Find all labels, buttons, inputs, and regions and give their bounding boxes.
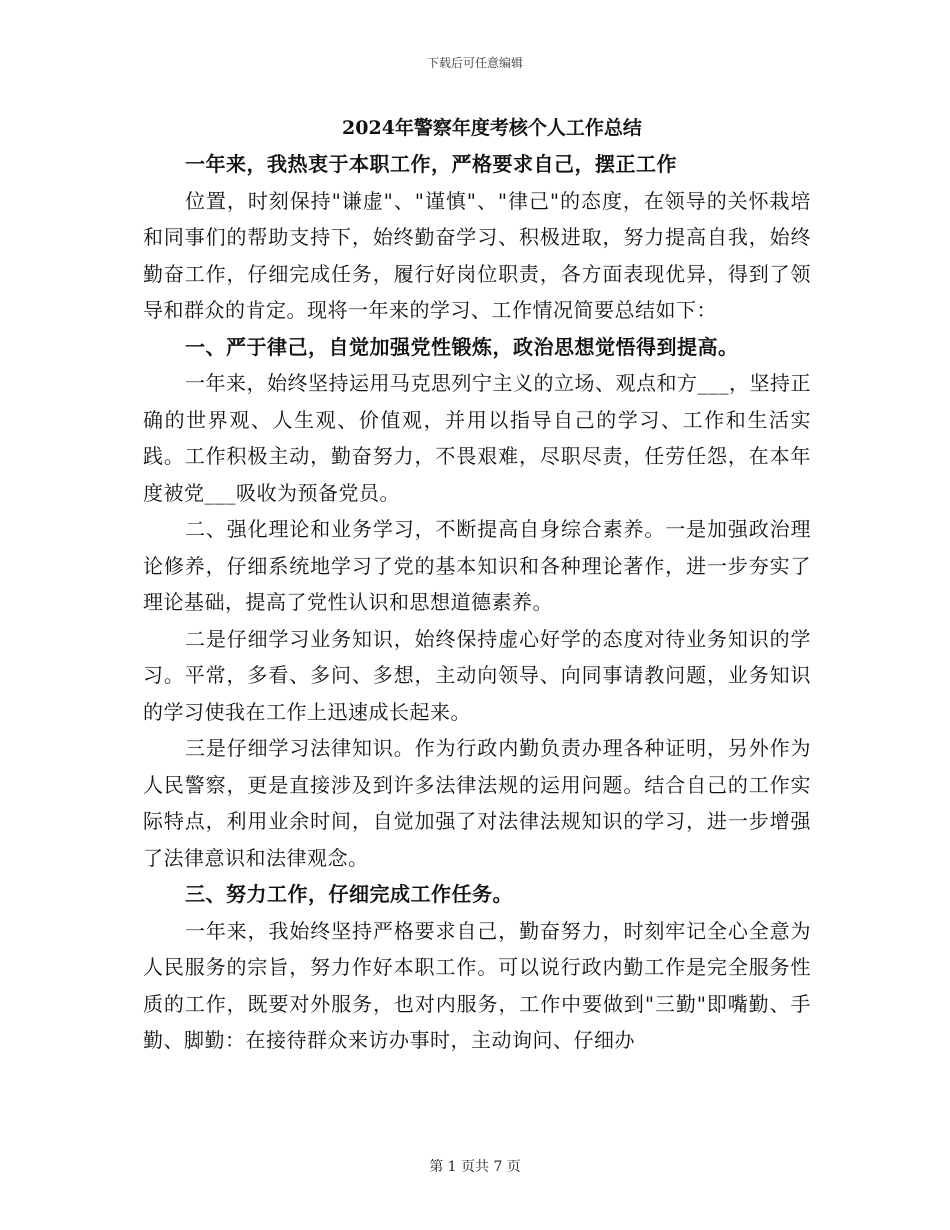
- section-1-heading: 一、严于律己，自觉加强党性锻炼，政治思想觉悟得到提高。: [185, 334, 739, 359]
- page-header-note: 下载后可任意编辑: [426, 56, 523, 70]
- section-2-paragraph-b: 二是仔细学习业务知识，始终保持虚心好学的态度对待业务知识的学习。平常，多看、多问、多想，主动向领导、向同事请教问题，业务知识的学习使我在工作上迅速成长起来。: [143, 626, 811, 724]
- document-title: 2024年警察年度考核个人工作总结: [342, 117, 642, 139]
- section-2-paragraph-c: 三是仔细学习法律知识。作为行政内勤负责办理各种证明，另外作为人民警察，更是直接涉及到许多法律法规的运用问题。结合自己的工作实际特点，利用业余时间，自觉加强了对法律法规知识的学习，进一步增强了法律意识和法律观念。: [143, 736, 811, 870]
- section-3-heading: 三、努力工作，仔细完成工作任务。: [185, 882, 513, 906]
- intro-paragraph: 位置，时刻保持"谦虚"、"谨慎"、"律己"的态度，在领导的关怀栽培和同事们的帮助支持下，始终勤奋学习、积极进取，努力提高自我，始终勤奋工作，仔细完成任务，履行好岗位职责，各方面表现优异，得到了领导和群众的肯定。现将一年来的学习、工作情况简要总结如下：: [143, 188, 811, 322]
- document-body: [143, 112, 811, 1059]
- intro-heading-paragraph: 一年来，我热衷于本职工作，严格要求自己，摆正工作: [185, 152, 677, 176]
- section-2-paragraph: 二、强化理论和业务学习，不断提高自身综合素养。一是加强政治理论修养，仔细系统地学习了党的基本知识和各种理论著作，进一步夯实了理论基础，提高了党性认识和思想道德素养。: [143, 517, 811, 614]
- page-footer-number: 第 1 页共 7 页: [429, 1159, 521, 1175]
- section-3-paragraph: 一年来，我始终坚持严格要求自己，勤奋努力，时刻牢记全心全意为人民服务的宗旨，努力作好本职工作。可以说行政内勤工作是完全服务性质的工作，既要对外服务，也对内服务，工作中要做到"三勤"即嘴勤、手勤、脚勤：在接待群众来访办事时，主动询问、仔细办: [143, 918, 811, 1052]
- section-1-paragraph: 一年来，始终坚持运用马克思列宁主义的立场、观点和方___，坚持正确的世界观、人生观、价值观，并用以指导自己的学习、工作和生活实践。工作积极主动，勤奋努力，不畏艰难，尽职尽责，任劳任怨，在本年度被党___吸收为预备党员。: [143, 371, 811, 505]
